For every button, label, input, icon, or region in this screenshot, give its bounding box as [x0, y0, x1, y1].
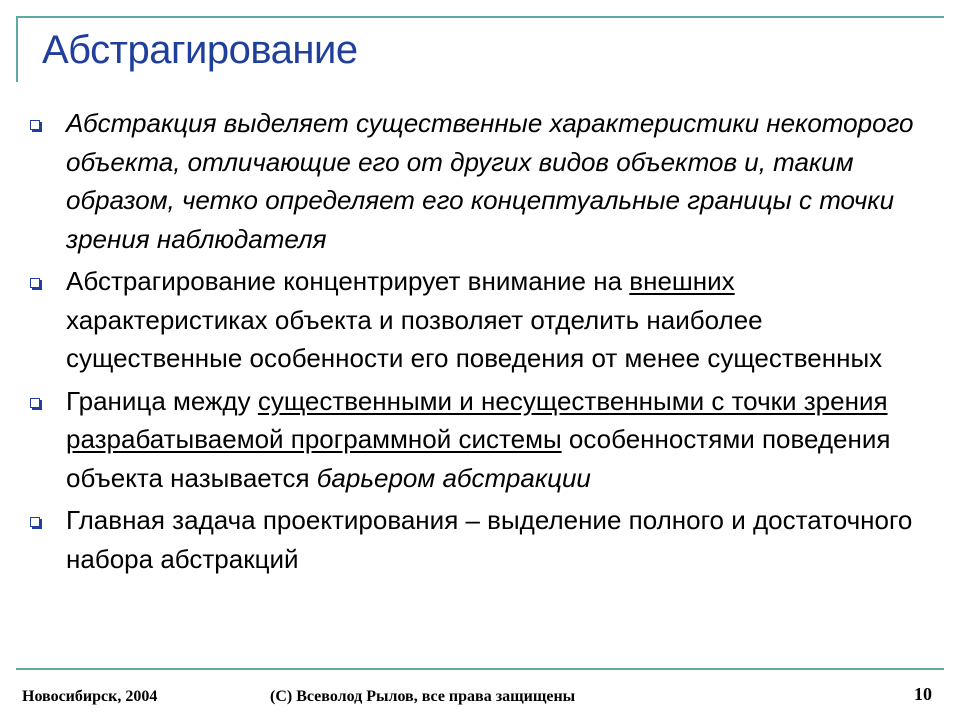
top-border-line [16, 16, 944, 18]
footer-location-year: Новосибирск, 2004 [22, 688, 158, 705]
bullet-segment-underlined: внешних [629, 266, 735, 296]
bullet-segment: Граница между [66, 385, 258, 416]
left-border-line [16, 16, 18, 82]
bullet-text [66, 505, 912, 574]
page-number: 10 [914, 684, 932, 704]
square-bullet-icon [30, 398, 40, 408]
slide-title: Абстрагирование [42, 28, 358, 72]
square-bullet-icon [30, 517, 40, 527]
square-bullet-icon [30, 278, 40, 288]
bullet-segment: особенностями поведения объекта называется [66, 424, 891, 493]
bullet-segment-italic: барьером абстракции [316, 462, 591, 493]
bullet-segment: Абстракция выделяет существенные характеристики некоторого объекта, отличающие его от других видов объектов и, таким образом, четко определяет его концептуальные границы с точки зрения наблюдателя [66, 108, 914, 254]
bullet-text [66, 108, 914, 254]
bullet-text [66, 386, 890, 493]
bullet-item [30, 104, 940, 258]
bullet-segment: Абстрагирование концентрирует внимание на [66, 266, 630, 296]
bullet-segment: Главная задача проектирования – выделение полного и достаточного набора абстракций [66, 505, 913, 574]
bullet-item [30, 382, 940, 498]
bullet-segment-underlined: существенными и несущественными с точки зрения разрабатываемой программной системы [66, 385, 888, 454]
bullet-text [66, 266, 882, 373]
footer-divider [16, 668, 944, 670]
bullet-item [30, 501, 940, 578]
bullet-list [30, 104, 940, 582]
bullet-item [30, 262, 940, 378]
square-bullet-icon [30, 120, 40, 130]
footer-copyright: (С) Всеволод Рылов, все права защищены [270, 688, 576, 705]
bullet-segment: характеристиках объекта и позволяет отделить наиболее существенные особенности его поведения от менее существенных [66, 304, 883, 373]
